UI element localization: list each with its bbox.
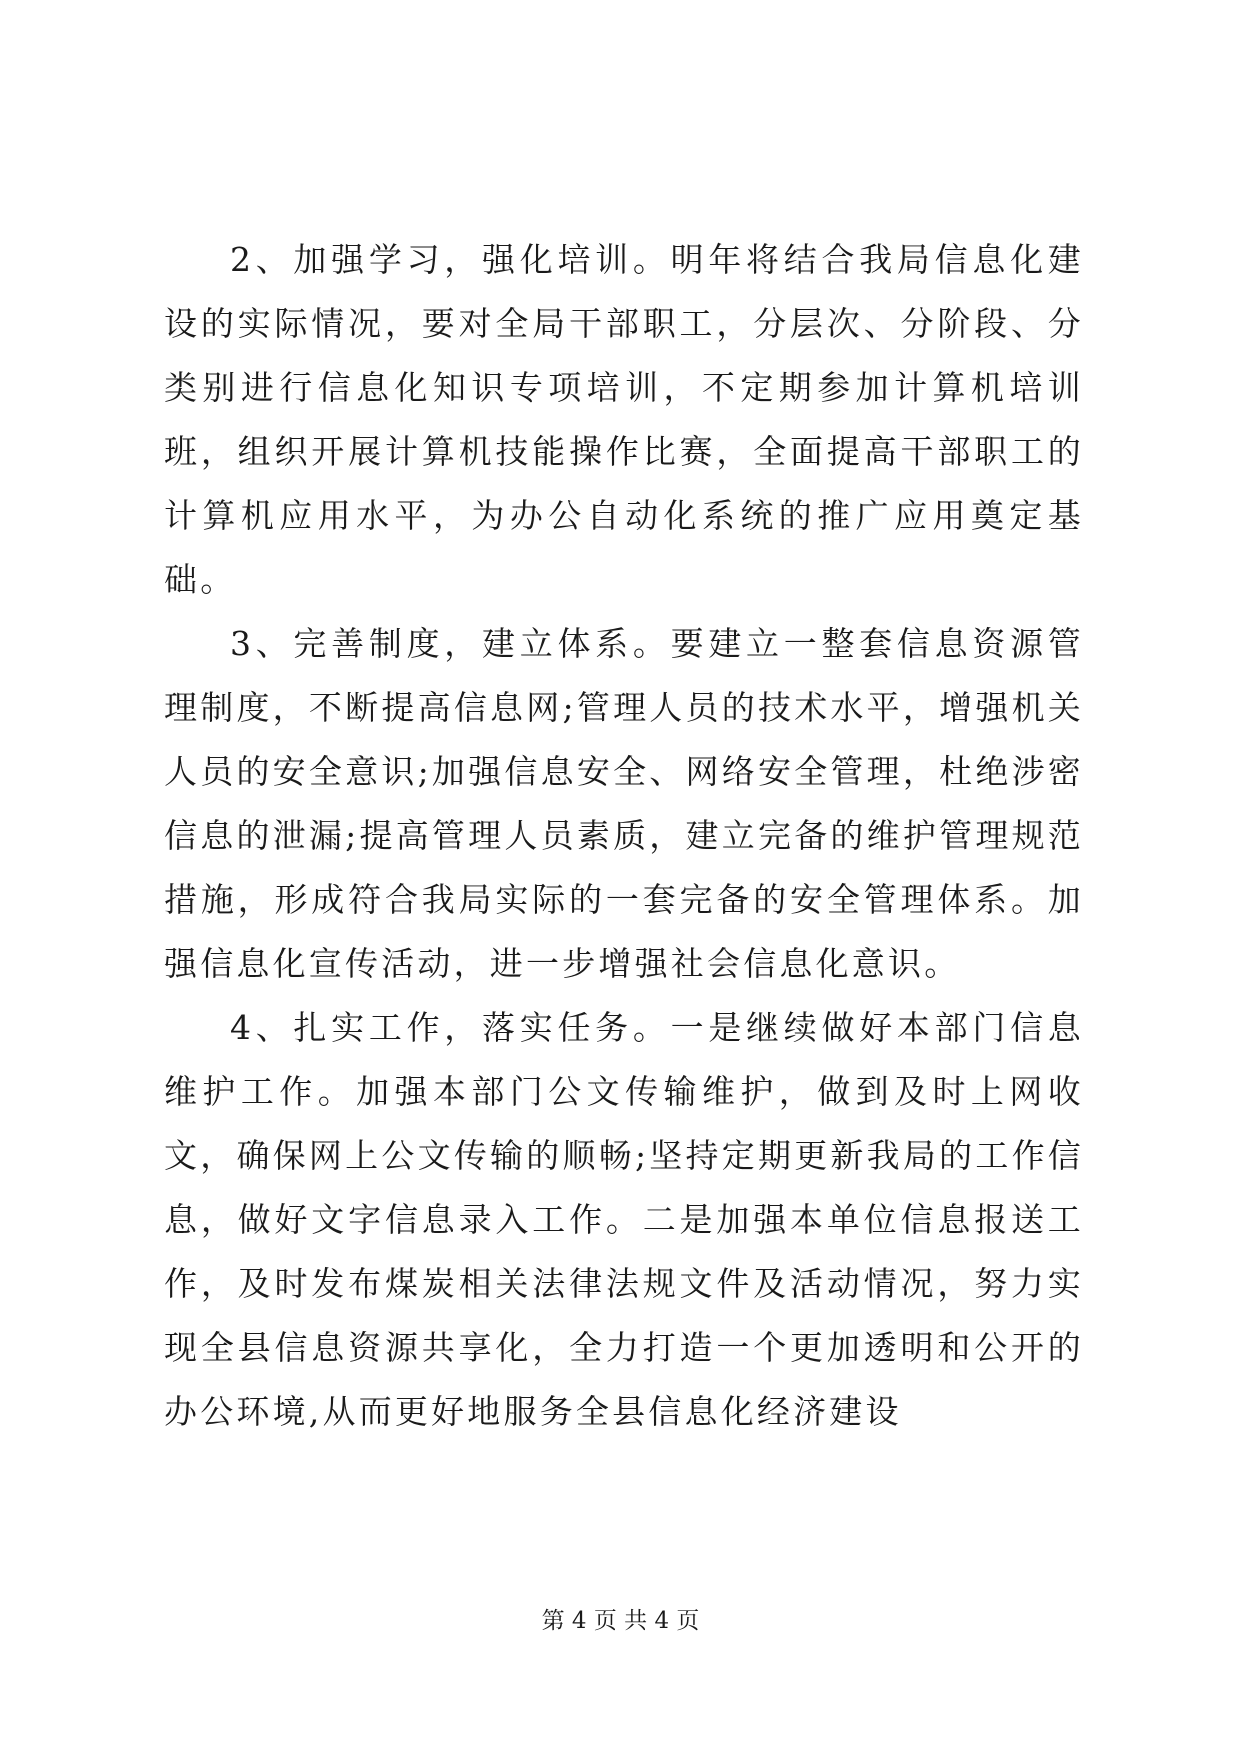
page-number-footer: 第 4 页 共 4 页 — [541, 1608, 700, 1634]
document-body — [164, 228, 1084, 1444]
paragraph-system: 3、完善制度，建立体系。要建立一整套信息资源管理制度，不断提高信息网;管理人员的技术水平，增强机关人员的安全意识;加强信息安全、网络安全管理，杜绝涉密信息的泄漏;提高管理人员素质，建立完备的维护管理规范措施，形成符合我局实际的一套完备的安全管理体系。加强信息化宣传活动，进一步增强社会信息化意识。 — [164, 624, 1084, 983]
paragraph-training: 2、加强学习，强化培训。明年将结合我局信息化建设的实际情况，要对全局干部职工，分层次、分阶段、分类别进行信息化知识专项培训，不定期参加计算机培训班，组织开展计算机技能操作比赛，全面提高干部职工的计算机应用水平，为办公自动化系统的推广应用奠定基础。 — [164, 240, 1084, 599]
paragraph-tasks: 4、扎实工作，落实任务。一是继续做好本部门信息维护工作。加强本部门公文传输维护，做到及时上网收文，确保网上公文传输的顺畅;坚持定期更新我局的工作信息，做好文字信息录入工作。二是加强本单位信息报送工作，及时发布煤炭相关法律法规文件及活动情况，努力实现全县信息资源共享化，全力打造一个更加透明和公开的办公环境,从而更好地服务全县信息化经济建设 — [164, 1008, 1084, 1431]
